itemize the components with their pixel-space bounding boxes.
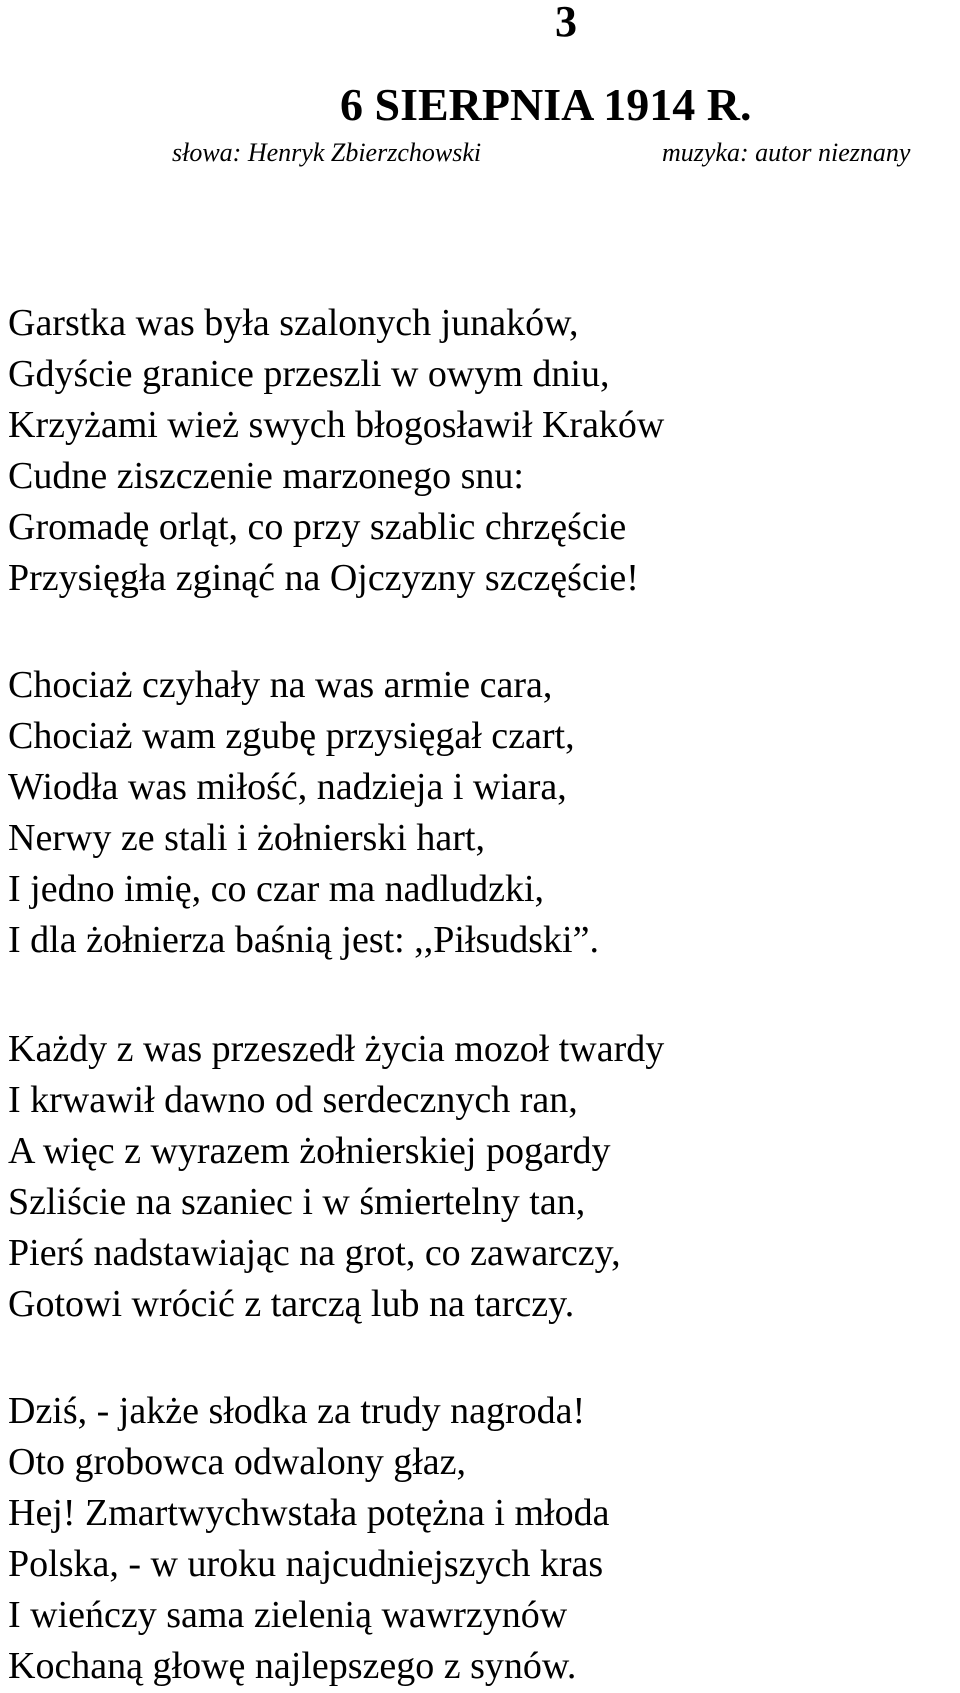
verse-line: Dziś, - jakże słodka za trudy nagroda! [8,1390,586,1432]
verse-line: Kochaną głowę najlepszego z synów. [8,1645,577,1687]
verse-line: I krwawił dawno od serdecznych ran, [8,1079,578,1121]
verse-line: Krzyżami wież swych błogosławił Kraków [8,404,665,446]
page-number: 3 [555,0,577,46]
verse-line: Oto grobowca odwalony głaz, [8,1441,466,1483]
verse-line: Wiodła was miłość, nadzieja i wiara, [8,766,567,808]
verse-line: Hej! Zmartwychwstała potężna i młoda [8,1492,610,1534]
verse-line: Nerwy ze stali i żołnierski hart, [8,817,485,859]
verse-line: Cudne ziszczenie marzonego snu: [8,455,524,497]
stanza-1 [8,298,953,604]
stanza-4 [8,1386,953,1692]
verse-line: Polska, - w uroku najcudniejszych kras [8,1543,604,1585]
verse-line: Gotowi wrócić z tarczą lub na tarczy. [8,1283,575,1325]
verse-line: Szliście na szaniec i w śmiertelny tan, [8,1181,586,1223]
verse-line: Gromadę orląt, co przy szablic chrzęście [8,506,627,548]
verse-line: Przysięgła zginąć na Ojczyzny szczęście! [8,557,639,599]
lyrics-credit: słowa: Henryk Zbierzchowski [172,138,482,167]
stanza-3 [8,1024,953,1330]
verse-line: Chociaż czyhały na was armie cara, [8,664,553,706]
verse-line: I wieńczy sama zielenią wawrzynów [8,1594,568,1636]
verse-line: Chociaż wam zgubę przysięgał czart, [8,715,575,757]
song-title: 6 SIERPNIA 1914 R. [340,79,752,130]
verse-line: Każdy z was przeszedł życia mozoł twardy [8,1028,665,1070]
verse-line: Pierś nadstawiając na grot, co zawarczy, [8,1232,621,1274]
verse-line: I jedno imię, co czar ma nadludzki, [8,868,545,910]
verse-line: A więc z wyrazem żołnierskiej pogardy [8,1130,611,1172]
music-credit: muzyka: autor nieznany [662,138,911,167]
verse-line: Garstka was była szalonych junaków, [8,302,579,344]
verse-line: Gdyście granice przeszli w owym dniu, [8,353,610,395]
stanza-2 [8,660,953,966]
verse-line: I dla żołnierza baśnią jest: ,,Piłsudski”. [8,919,599,961]
